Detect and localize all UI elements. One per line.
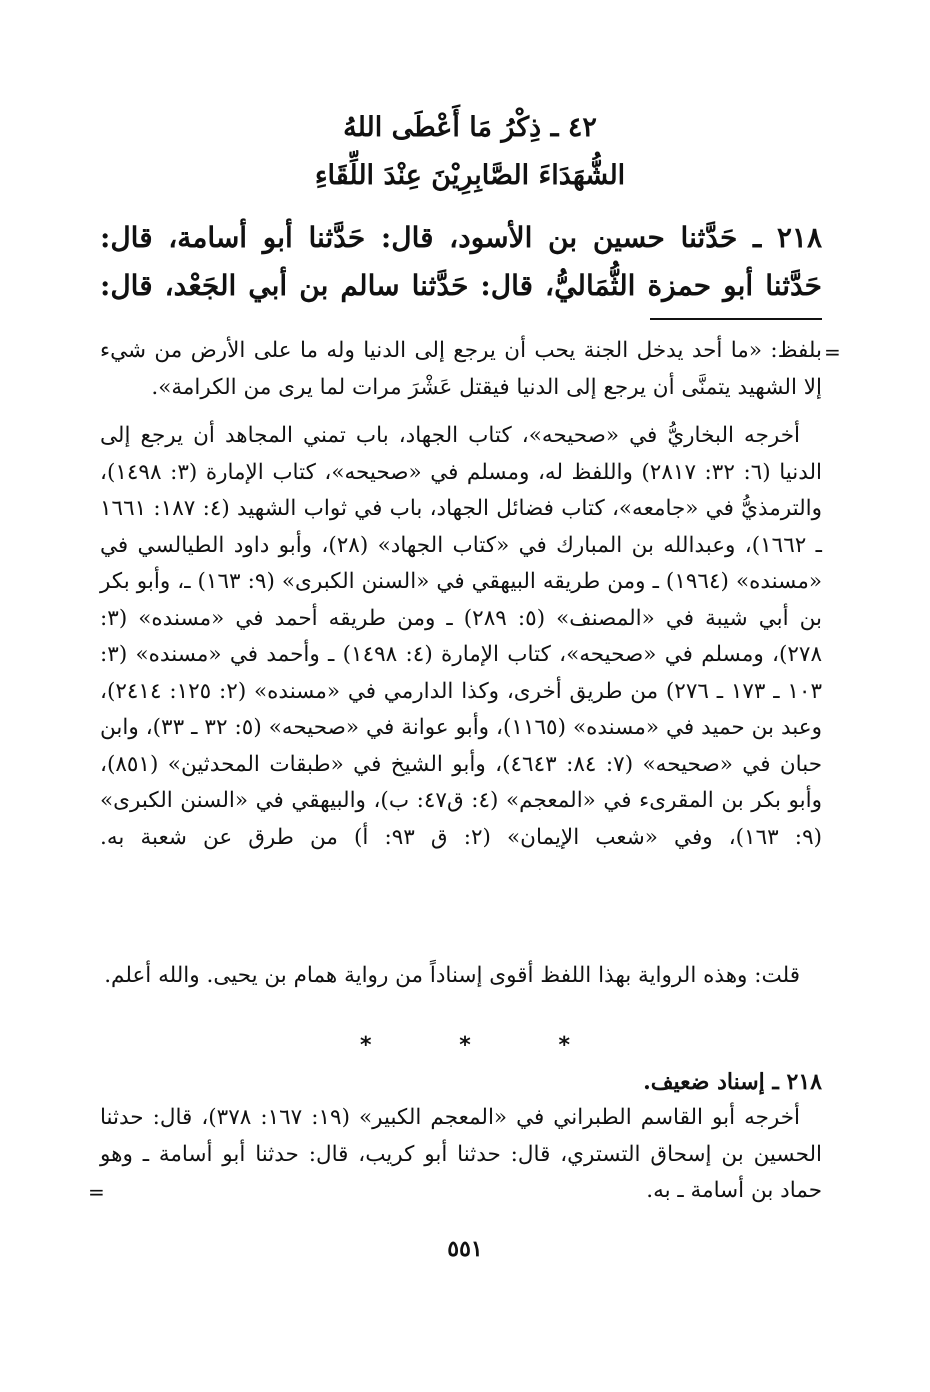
footnote-separator-rule <box>650 318 822 320</box>
separator-star: * <box>459 1033 471 1058</box>
page-number: ٥٥١ <box>447 1236 483 1262</box>
section-separator <box>360 1033 570 1058</box>
chapter-title-line-2: الشُّهَدَاءَ الصَّابِرِيْنَ عِنْدَ اللِّقَاءِ <box>314 160 626 191</box>
separator-star: * <box>360 1033 372 1058</box>
footnote-takhrij: أخرجه البخاريُّ في «صحيحه»، كتاب الجهاد، باب تمني المجاهد أن يرجع إلى الدنيا (٦: ٣٢: ٢٨١٧) واللفظ له، ومسلم في «صحيحه»، كتاب الإمارة (٣: ١٤٩٨)، والترمذيُّ في «جامعه»، كتاب فضائل الجهاد، باب في ثواب الشهيد (٤: ١٨٧: ١٦٦١ ـ ١٦٦٢)، وعبدالله بن المبارك في «كتاب الجهاد» (٢٨)، وأبو داود الطيالسي في «مسنده» (١٩٦٤) ـ ومن طريقه البيهقي في «السنن الكبرى» (٩: ١٦٣) ـ، وأبو بكر بن أبي شيبة في «المصنف» (٥: ٢٨٩) ـ ومن طريقه أحمد في «مسنده» (٣: ٢٧٨)، ومسلم في «صحيحه»، كتاب الإمارة (٤: ١٤٩٨) ـ وأحمد في «مسنده» (٣: ١٠٣ ـ ١٧٣ ـ ٢٧٦) من طريق أخرى، وكذا الدارمي في «مسنده» (٢: ١٢٥: ٢٤١٤)، وعبد بن حميد في «مسنده» (١١٦٥)، وأبو عوانة في «صحيحه» (٥: ٣٢ ـ ٣٣)، وابن حبان في «صحيحه» (٧: ٨٤: ٤٦٤٣)، وأبو الشيخ في «طبقات المحدثين» (٨٥١)، وأبو بكر بن المقرىء في «المعجم» (٤: ق٤٧: ب)، والبيهقي في «السنن الكبرى» (٩: ١٦٣)، وفي «شعب الإيمان» (٢: ق ٩٣: أ) من طرق عن شعبة به. <box>100 423 823 850</box>
hadith-218-text: ٢١٨ ـ حَدَّثنا حسين بن الأسود، قال: حَدَّثنا أبو أسامة، قال: حَدَّثنا أبو حمزة الثُّمَاليُّ، قال: حَدَّثنا سالم بن أبي الجَعْد، قال: <box>100 221 822 302</box>
continues-marker: = <box>88 1180 105 1204</box>
chapter-title-line-1: ٤٢ ـ ذِكْرُ مَا أَعْطَى اللهُ <box>343 112 597 143</box>
footnote-218-grade: ٢١٨ ـ إسناد ضعيف. <box>643 1069 822 1095</box>
footnote-comment: قلت: وهذه الرواية بهذا اللفظ أقوى إسناداً من رواية همام بن يحيى. والله أعلم. <box>104 963 800 988</box>
continuation-marker: = <box>824 340 841 364</box>
footnote-218-text: أخرجه أبو القاسم الطبراني في «المعجم الكبير» (١٩: ١٦٧: ٣٧٨)، قال: حدثنا الحسين بن إسحاق التستري، قال: حدثنا أبو كريب، قال: حدثنا أبو أسامة ـ وهو حماد بن أسامة ـ به. <box>100 1105 822 1203</box>
footnote-continuation: بلفظ: «ما أحد يدخل الجنة يحب أن يرجع إلى الدنيا وله ما على الأرض من شيء إلا الشهيد يتمنَّى أن يرجع إلى الدنيا فيقتل عَشْرَ مرات لما يرى من الكرامة». <box>100 338 822 400</box>
separator-star: * <box>558 1033 570 1058</box>
